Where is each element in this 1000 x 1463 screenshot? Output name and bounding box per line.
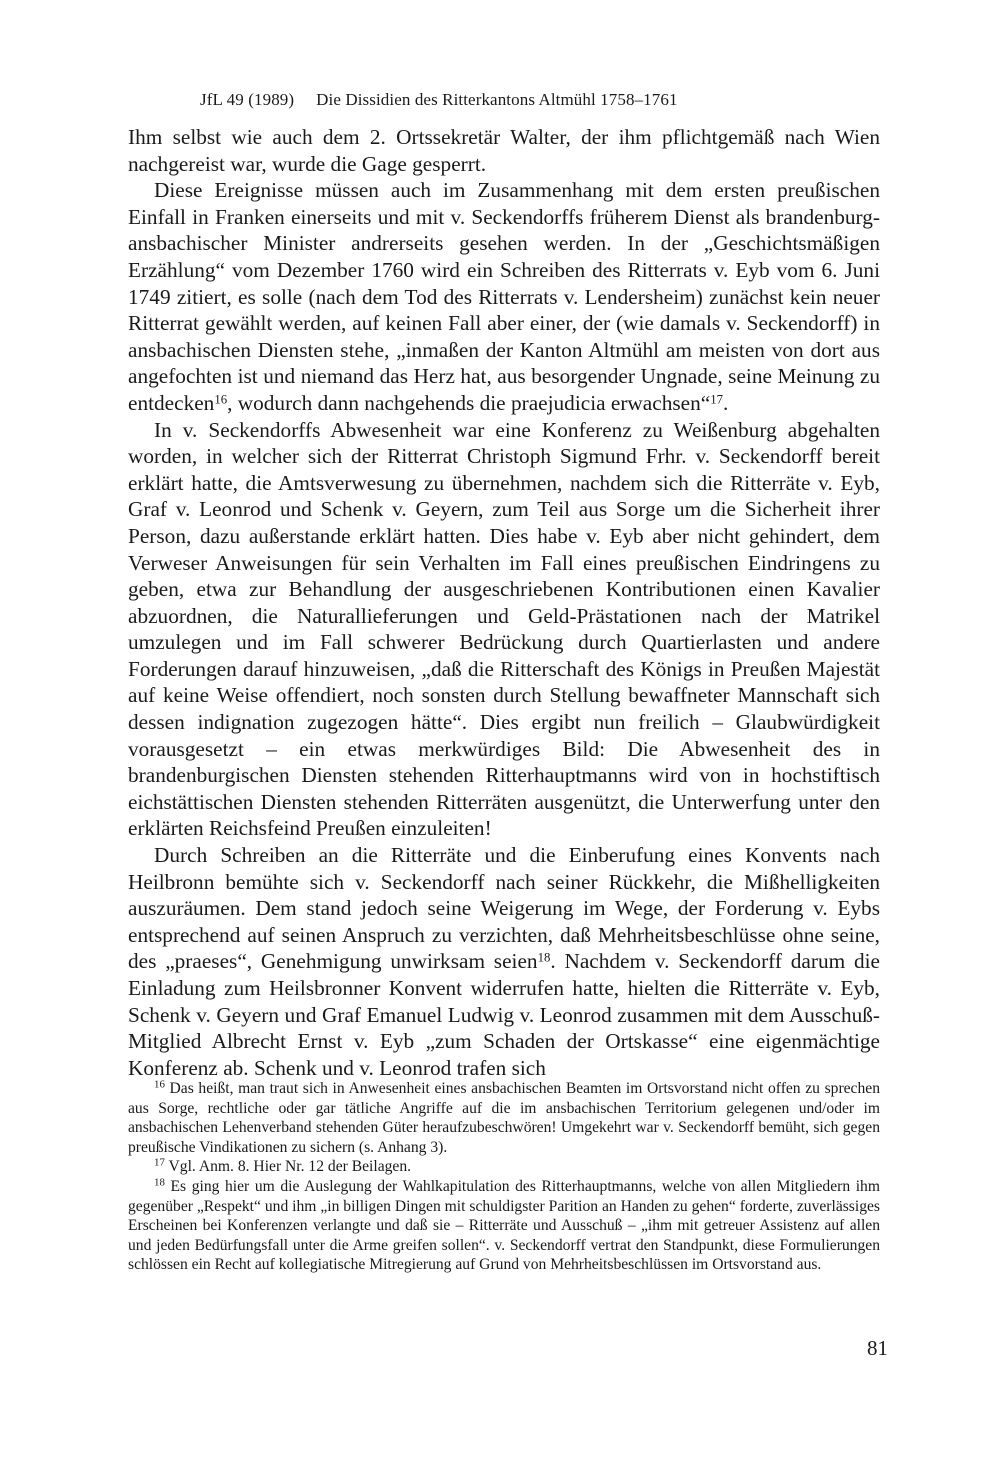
paragraph-1: Ihm selbst wie auch dem 2. Ortssekretär Walter, der ihm pflichtgemäß nach Wien nachgereist war, wurde die Gage gesperrt. [128,125,880,176]
paragraph-4 [128,842,880,1081]
footnote-16 [128,1079,880,1157]
footnote-text: Das heißt, man traut sich in Anwesenheit eines ansbachischen Beamten im Ortsvorstand nicht offen zu sprechen aus Sorge, rechtliche oder gar tätliche Angriffe auf die im ansbachischen Territorium gelegenen und/oder im ansbachischen Lehenverband stehenden Güter heraufzubeschwören! Umgekehrt war v. Seckendorff bemüht, sich gegen preußische Vindikationen zu sichern (s. Anhang 3). [128,1080,880,1156]
journal-citation: JfL 49 (1989) [200,90,295,109]
paragraph-3: In v. Seckendorffs Abwesenheit war eine Konferenz zu Weißenburg abgehalten worden, in welcher sich der Ritterrat Christoph Sigmund Frhr. v. Seckendorff bereit erklärt hatte, die Amtsverwesung zu übernehmen, nachdem sich die Ritterräte v. Eyb, Graf v. Leonrod und Schenk v. Geyern, zum Teil aus Sorge um die Sicherheit ihrer Person, dazu außerstande erklärt hatten. Dies habe v. Eyb aber nicht gehindert, dem Verweser Anweisungen für sein Verhalten im Fall eines preußischen Eindringens zu geben, etwa zur Behandlung der ausgeschriebenen Kontributionen einen Kavalier abzuordnen, die Naturallieferungen und Geld-Prästationen nach der Matrikel umzulegen und im Fall schwerer Bedrückung durch Quartierlasten und andere Forderungen darauf hinzuweisen, „daß die Ritterschaft des Königs in Preußen Majestät auf keine Weise offendiert, noch sonsten durch Stellung bewaffneter Mannschaft sich dessen indignation zugezogen hätte“. Dies ergibt nun freilich – Glaubwürdigkeit vorausgesetzt – ein etwas merkwürdiges Bild: Die Abwesenheit des in brandenburgischen Diensten stehenden Ritterhauptmanns wird von in hochstiftisch eichstättischen Diensten stehenden Ritterräten ausgenützt, die Unterwerfung unter den erklärten Reichsfeind Preußen einzuleiten! [128,417,880,841]
body-text [128,124,880,1081]
footnote-ref-16: 16 [214,392,228,407]
footnote-number: 18 [154,1176,165,1189]
paragraph-2-text-b: , wodurch dann nachgehends die praejudicia erwachsen“ [227,390,711,415]
article-title: Die Dissidien des Ritterkantons Altmühl 1758–1761 [316,90,678,109]
footnotes [128,1079,880,1275]
paragraph-4-text-b: . Nachdem v. Seckendorff darum die Einladung zum Heilsbronner Konvent widerrufen hatte, hielten die Ritterräte v. Eyb, Schenk v. Geyern und Graf Emanuel Ludwig v. Leonrod zusammen mit dem Ausschuß-Mitglied Albrecht Ernst v. Eyb „zum Schaden der Ortskasse“ eine eigenmächtige Konferenz ab. Schenk und v. Leonrod trafen sich [128,949,880,1080]
footnote-17 [128,1157,880,1177]
footnote-text: Vgl. Anm. 8. Hier Nr. 12 der Beilagen. [164,1158,412,1176]
paragraph-2-text-c: . [722,390,729,415]
paragraph-2 [128,177,880,416]
page-number: 81 [867,1336,888,1360]
footnote-number: 16 [154,1078,165,1091]
footnote-text: Es ging hier um die Auslegung der Wahlkapitulation des Ritterhauptmanns, welche von allen Mitgliedern ihm gegenüber „Respekt“ und ihm „in billigen Dingen mit schuldigster Parition an Handen zu gehen“ forderte, zuverlässiges Erscheinen bei Konferenzen verlangte und daß sie – Ritterräte und Ausschuß – „ihm mit getreuer Assistenz auf allen und jeden Bedürfungsfall unter die Arme greifen sollen“. v. Seckendorff vertrat den Standpunkt, diese Formulierungen schlössen ein Recht auf kollegiatische Mitregierung auf Grund von Mehrheitsbeschlüssen im Ortsvorstand aus. [128,1177,880,1274]
footnote-number: 17 [154,1156,165,1169]
paragraph-4-text-a: Durch Schreiben an die Ritterräte und die Einberufung eines Konvents nach Heilbronn bemühte sich v. Seckendorff nach seiner Rückkehr, die Mißhelligkeiten auszuräumen. Dem stand jedoch seine Weigerung im Wege, der Forderung v. Eybs entsprechend auf seinen Anspruch zu verzichten, daß Mehrheitsbeschlüsse ohne seine, des „praeses“, Genehmigung unwirksam seien [128,843,880,974]
footnote-ref-18: 18 [537,951,551,966]
footnote-ref-17: 17 [710,392,723,407]
paragraph-2-text-a: Diese Ereignisse müssen auch im Zusammenhang mit dem ersten preußischen Einfall in Franken einerseits und mit v. Seckendorffs früherem Dienst als brandenburg-ansbachischer Minister andrerseits gesehen werden. In der „Geschichtsmäßigen Erzählung“ vom Dezember 1760 wird ein Schreiben des Ritterrats v. Eyb vom 6. Juni 1749 zitiert, es solle (nach dem Tod des Ritterrats v. Lendersheim) zunächst kein neuer Ritterrat gewählt werden, auf keinen Fall aber einer, der (wie damals v. Seckendorff) in ansbachischen Diensten stehe, „inmaßen der Kanton Altmühl am meisten von dort aus angefochten ist und niemand das Herz hat, aus besorgender Ungnade, seine Meinung zu entdecken [128,178,880,415]
running-head [200,90,760,110]
footnote-18 [128,1177,880,1275]
